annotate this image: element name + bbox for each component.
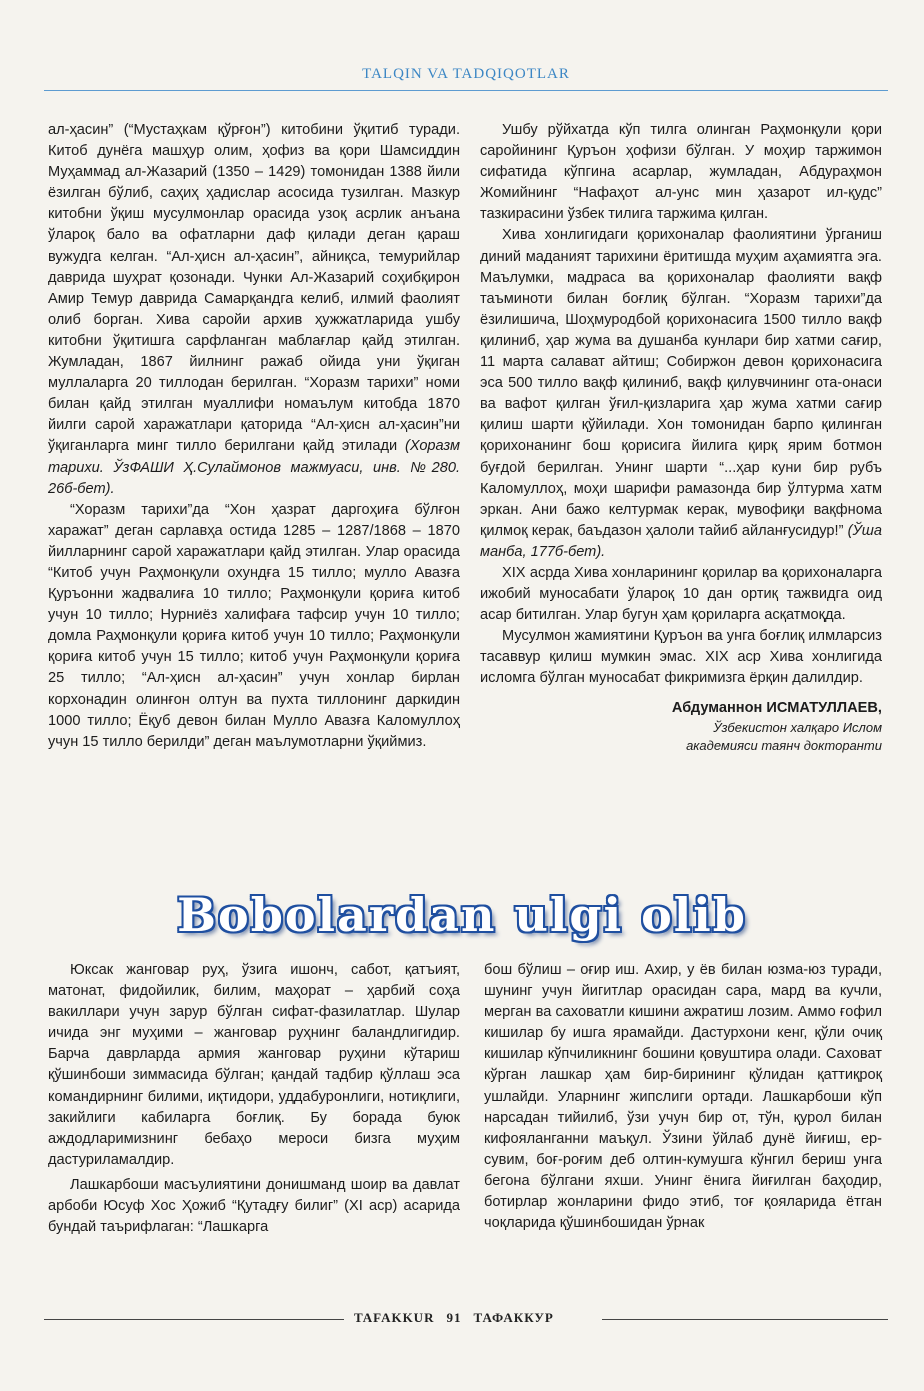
author-role: академияси таянч докторанти: [686, 737, 882, 753]
page-footer: [44, 1310, 888, 1330]
footer-rule-right: [602, 1319, 888, 1320]
running-header: TALQIN VA TADQIQOTLAR: [362, 66, 570, 82]
citation: (Ўша манба, 177б-бет).: [480, 522, 882, 560]
bottom-article-column-2: [484, 960, 882, 1234]
article-title-banner: Bobolardan ulgi olib: [177, 888, 747, 942]
paragraph: Мусулмон жамиятини Қуръон ва унга боғлиқ илмларсиз тасаввур қилиш мумкин эмас. XIX аср Хива хонлигида исломга бўлган муносабат фикримизга ёрқин далилдир.: [480, 628, 882, 687]
author-role: Ўзбекистон халқаро Ислом: [713, 719, 882, 735]
author-signature: [480, 698, 882, 755]
paragraph: Юксак жанговар руҳ, ўзига ишонч, сабот, қатъият, матонат, фидойилик, билим, маҳорат – ҳарбий соҳа вакиллари учун зарур бўлган сифат-фазилатлар. Шулар ичида энг муҳими – жанговар руҳнинг баландлигидир. Барча даврларда армия жанговар руҳини кўтариш қўшинбоши зиммасида бўлган; қандай тадбир қўллаш эса командирнинг билими, иқтидори, уддабуронлиги, нотиқлиги, закийлиги кабиларга боғлиқ. Бу борада буюк аждодларимизнинг бебаҳо мероси бизга муҳим дастуриламалдир.: [48, 962, 460, 1168]
top-article-column-1: [48, 120, 460, 753]
paragraph-text: Хива хонлигидаги қорихоналар фаолиятини ўрганиш диний маданият тарихини ёритишда муҳим аҳамиятга эга. Маълумки, мадраса ва қорихоналар фаолияти вақф таъминоти билан боғлиқ бўлган. “Хоразм тарихи”да ёзилишича, Шоҳмуродбой қорихонасига 1500 тилло вақф қилиниб, ҳар жума ва душанба кунлари бир хатми сағир, 11 марта салават айтиш; Собиржон девон қорихонасига эса 500 тилло вақф қилиниб, вақф қилувчининг ота-онаси ва вафот қилган ўғил-қизларига ҳар жума хатми сағир қилиш шарти қўйилади. Хон томонидан барпо қилинган қорихонанинг бош қорисига йилига қирқ ярим ботмон буғдой берилган. Унинг шарти “...ҳар куни бир рубъ Каломуллоҳ, моҳи шарифи рамазонда бир ўлтурма хатм эркан. Ани бажо келтурмак керак, мувофиқи вақфнома қилмоқ керак, баъдазон ҳалоли тайиб айланғусидур!”: [480, 227, 882, 539]
footer-rule-left: [44, 1319, 344, 1320]
paragraph: XIX асрда Хива хонларининг қорилар ва қорихоналарга ижобий муносабати ўлароқ 10 дан ортиқ тажвидга оид асар битилган. Улар бугун ҳам қориларга асқатмоқда.: [480, 564, 882, 624]
paragraph: Ушбу рўйхатда кўп тилга олинган Раҳмонқули қори саройининг Қуръон ҳофизи бўлган. У моҳир таржимон сифатида кўпгина асарлар, жумладан, Абдураҳмон Жомийнинг “Нафаҳот ал-унс мин ҳазарот ил-қудс” тазкирасини ўзбек тилига таржима қилган.: [480, 122, 882, 223]
author-name: Абдуманнон ИСМАТУЛЛАЕВ,: [671, 699, 882, 716]
top-article-column-2: [480, 120, 882, 755]
paragraph: бош бўлиш – оғир иш. Ахир, у ёв билан юзма-юз туради, шунинг учун йигитлар орасидан сара, мард ва кучли, мерган ва саховатли кишини ажратиш лозим. Аммо ғофил кишилар бу ишга ярамайди. Дастурхони кенг, қўли очиқ кишилар кўпчиликнинг бошини қовуштира олади. Саховат кўрган лашкар ҳам бир-бирининг қўлидан қаттиқроқ ушлайди. Уларнинг жипслиги ортади. Лашкарбоши кўп нарсадан тийилиб, ўзи учун бир от, тўн, қурол билан кифояланганни маъқул. Ўзини ўйлаб дунё йиғиш, ер-сувим, боғ-роғим деб олтин-кумушга кўнгил бериш унга бегона бўлгани яхши. Унинг ёнига йиғилган баҳодир, ботирлар жонларини фидо этиб, тоғ қояларида ётган чоқларида қўшинбошидан ўрнак: [484, 962, 882, 1232]
footer-journal-cyrillic: ТАФАККУР: [473, 1310, 554, 1325]
paragraph: Лашкарбоши масъулиятини донишманд шоир ва давлат арбоби Юсуф Хос Ҳожиб “Қутадғу билиг” (XI аср) асарида бундай таърифлаган: “Лашкарга: [48, 1176, 460, 1236]
header-rule: [44, 90, 888, 91]
bottom-article-column-1: [48, 960, 460, 1238]
footer-journal-latin: TAFAKKUR: [354, 1310, 435, 1325]
page-number: 91: [446, 1310, 462, 1325]
citation: (Хоразм тарихи. ЎзФАШИ Ҳ.Сулаймонов мажмуаси, инв. №280. 26б-бет).: [48, 438, 460, 497]
paragraph: [480, 225, 882, 563]
paragraph: ал-ҳасин” (“Мустаҳкам қўрғон”) китобини ўқитиб туради. Китоб дунёга машҳур олим, ҳофиз ва қори Шамсиддин Муҳаммад ал-Жазарий (1350 – 1429) томонидан 1388 йили ёзилган бўлиб, саҳиҳ ҳадислар асосида тузилган. Мазкур китобни ўқиш мусулмонлар орасида узоқ асрлик анъана ўлароқ бало ва офатларни даф қилади деган қараш вужудга келган. “Ал-ҳисн ал-ҳасин”, айниқса, темурийлар даврида шуҳрат қозонади. Чунки Ал-Жазарий соҳибқирон Амир Темур даврида Самарқандга келиб, илмий фаолият олиб борган. Хива саройи архив ҳужжатларида ушбу китобни ўқитишга сарфланган маблағлар қайд этилган. Жумладан, 1867 йилнинг ражаб ойида уни ўқиган муллаларга 20 тиллодан берилган. “Хоразм тарихи” номи билан қайд этилган муаллифи номаълум китобда 1870 йилги сарой харажатлари қаторида “Ал-ҳисн ал-ҳасин”ни ўқиганларга минг тилло берилгани қайд этилади: [48, 122, 460, 455]
footer-text: [354, 1310, 566, 1326]
paragraph: “Хоразм тарихи”да “Хон ҳазрат даргоҳиға бўлғон харажат” деган сарлавҳа остида 1285 – 1287/1868 – 1870 йилларнинг сарой харажатлари қайд этилган. Улар орасида “Китоб учун Раҳмонқули охундға 15 тилло; мулло Авазға Қуръонни жадвалиға 10 тилло; Раҳмонқули қориға китоб учун 10 тилло; Нурниёз халифаға тафсир учун 10 тилло; домла Раҳмонқули қориға китоб учун 10 тилло; Раҳмонқули қориға китоб учун 15 тилло; китоб учун Раҳмонқули қориға 25 тилло; “Ал-ҳисн ал-ҳасин” учун хонлар бирлан корхонадин олинғон олтун ва пухта тиллонинг даркидин 1000 тилло; Ёқуб девон билан Мулло Авазға Каломуллоҳ учун 15 тилло берилди” деган маълумотларни ўқиймиз.: [48, 501, 460, 750]
